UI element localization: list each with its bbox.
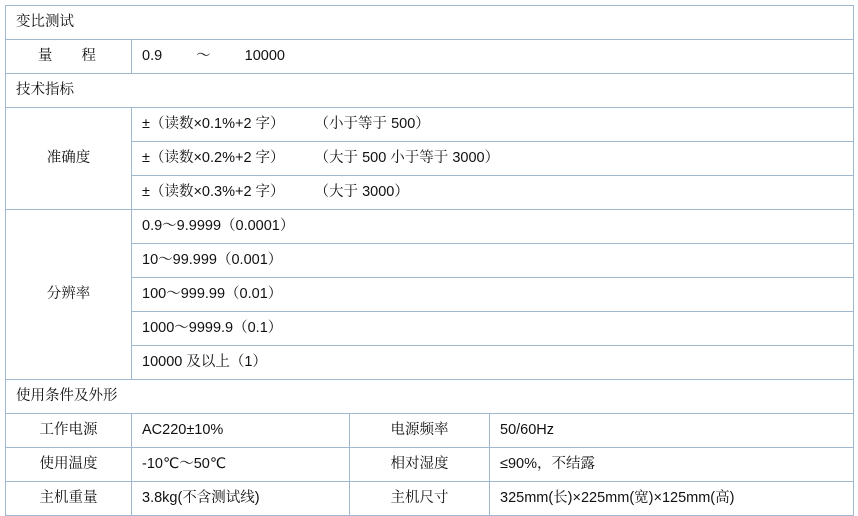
- table-row: [6, 448, 854, 482]
- resolution-cell-1: 0.9～9.9999（0.0001）: [132, 210, 854, 244]
- row-value-power: AC220±10%: [132, 414, 350, 448]
- table-row: [6, 74, 854, 108]
- row-value-humidity: ≤90%，不结露: [490, 448, 854, 482]
- range-min: 0.9: [142, 48, 163, 65]
- table-row: [6, 312, 854, 346]
- resolution-cell-4: 1000～9999.9（0.1）: [132, 312, 854, 346]
- range-value-cell: [132, 40, 854, 74]
- spec-sheet: [0, 5, 858, 507]
- accuracy-formula-3: ±（读数×0.3%+2 字）: [142, 184, 285, 201]
- table-row: [6, 244, 854, 278]
- row-value-frequency: 50/60Hz: [490, 414, 854, 448]
- table-row: [6, 210, 854, 244]
- section-header-tech-specs: 技术指标: [6, 74, 854, 108]
- specification-table: [5, 5, 854, 516]
- row-label-accuracy: 准确度: [6, 108, 132, 210]
- row-label-frequency: 电源频率: [350, 414, 490, 448]
- row-value-temperature: -10℃～50℃: [132, 448, 350, 482]
- table-row: [6, 108, 854, 142]
- row-label-weight: 主机重量: [6, 482, 132, 516]
- table-row: [6, 6, 854, 40]
- table-row: [6, 278, 854, 312]
- accuracy-condition-1: （小于等于 500）: [314, 116, 430, 133]
- table-row: [6, 346, 854, 380]
- table-row: [6, 482, 854, 516]
- accuracy-cell-1: [132, 108, 854, 142]
- row-value-size: 325mm(长)×225mm(宽)×125mm(高): [490, 482, 854, 516]
- accuracy-cell-2: [132, 142, 854, 176]
- accuracy-condition-2: （大于 500 小于等于 3000）: [314, 150, 500, 167]
- row-label-range: 量 程: [6, 40, 132, 74]
- accuracy-formula-1: ±（读数×0.1%+2 字）: [142, 116, 285, 133]
- resolution-cell-5: 10000 及以上（1）: [132, 346, 854, 380]
- table-row: [6, 176, 854, 210]
- row-label-resolution: 分辨率: [6, 210, 132, 380]
- table-row: [6, 142, 854, 176]
- section-header-conditions: 使用条件及外形: [6, 380, 854, 414]
- row-label-humidity: 相对湿度: [350, 448, 490, 482]
- row-label-temperature: 使用温度: [6, 448, 132, 482]
- range-max: 10000: [244, 48, 285, 65]
- row-value-weight: 3.8kg(不含测试线): [132, 482, 350, 516]
- section-header-ratio-test: 变比测试: [6, 6, 854, 40]
- table-row: [6, 414, 854, 448]
- accuracy-condition-3: （大于 3000）: [314, 184, 409, 201]
- row-label-power: 工作电源: [6, 414, 132, 448]
- range-separator: ～: [196, 48, 211, 65]
- resolution-cell-3: 100～999.99（0.01）: [132, 278, 854, 312]
- accuracy-cell-3: [132, 176, 854, 210]
- table-row: [6, 380, 854, 414]
- accuracy-formula-2: ±（读数×0.2%+2 字）: [142, 150, 285, 167]
- resolution-cell-2: 10～99.999（0.001）: [132, 244, 854, 278]
- row-label-size: 主机尺寸: [350, 482, 490, 516]
- table-row: [6, 40, 854, 74]
